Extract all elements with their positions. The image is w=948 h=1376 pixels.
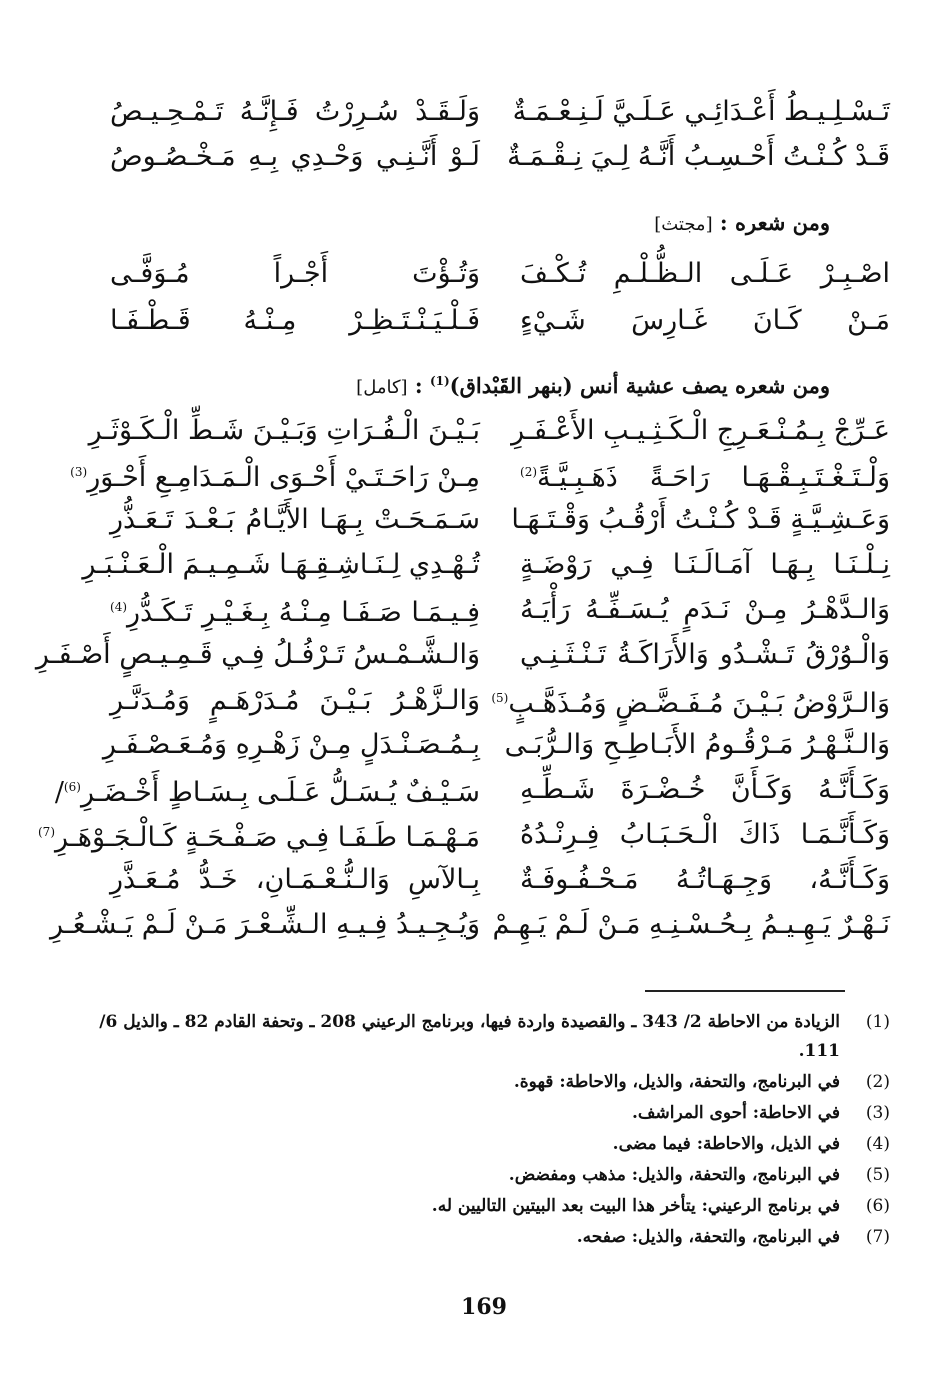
verse-first-hemistich: [491, 674, 890, 728]
hemistich-text: وَيُـجِـيـدُ فِـيـهِ الـشِّـعْـرَ مَـنْ لَـمْ يَـشْـعُـرِ: [49, 909, 480, 940]
verse-line: [35, 631, 890, 679]
hemistich-text: وَلْـتَـغْـتَـبِـقْـهَـا رَاحَـةً ذَهَـبِـيَّـةً: [537, 462, 890, 493]
verse-first-hemistich: [520, 856, 890, 904]
hemistich-text: وَالـدَّهْـرُ مِـنْ نَـدَمٍ يُـسَـفِّـهُ رَأْيَـهُ: [520, 594, 890, 625]
footnote-number: (4): [865, 1134, 890, 1154]
intro-text: ومن شعره يصف عشية أنس (بنهر القَبْداق): [449, 373, 830, 398]
verse-first-hemistich: قَـدْ كُـنْـتُ أَحْـسِـبُ أَنَّـهُ لِـيَ نِـقْـمَـةٌ: [507, 141, 890, 172]
footnote-text: في البرنامج، والتحفة، والذيل، والاحاطة: قهوة.: [513, 1072, 840, 1092]
hemistich-text: بِـمُـصَـنْـدَلٍ مِـنْ زَهْـرِهِ وَمُـعَـصْـفَـرِ: [102, 729, 480, 760]
hemistich-text: مِـنْ رَاحَـتَـيْ أَحْـوَى الْـمَـدَامِـعِ أَحْـوَرِ: [87, 462, 480, 493]
verse-second-hemistich: فَـلْـيَـنْـتَـظِـرْ مِـنْـهُ قَـطْـفَـا: [110, 305, 480, 336]
intro-colon: :: [414, 373, 430, 398]
hemistich-text: بَـيْـنَ الْـفُـرَاتِ وَبَـيْـنَ شَـطِّ الْـكَـوْثَـرِ: [88, 415, 480, 446]
verse-line: [49, 901, 890, 949]
footnote-item: [90, 1068, 890, 1097]
verse-line: [82, 541, 890, 589]
footnote-item: [90, 1130, 890, 1159]
footnote-text: في الذيل، والاحاطة: فيما مضى.: [612, 1134, 840, 1154]
poem-intro: [356, 364, 830, 405]
verse-second-hemistich: [70, 448, 480, 502]
footnote-number: (1): [865, 1012, 890, 1032]
footnote-ref: (7): [37, 825, 55, 839]
verse-first-hemistich: [520, 586, 890, 634]
verse-line: [110, 586, 890, 634]
hemistich-text: سَـيْـفٌ يُـسَـلُّ عَـلَـى بِـسَـاطٍ أَخْـضَـرِ: [80, 777, 480, 808]
verse-second-hemistich: [110, 856, 480, 904]
verse-second-hemistich: [82, 541, 480, 589]
verse-line: [110, 88, 890, 136]
verse-second-hemistich: [35, 631, 480, 679]
footnote-text: في البرنامج، والتحفة، والذيل: صفحه.: [576, 1227, 840, 1247]
hemistich-text: عَـرِّجْ بِـمُـنْـعَـرِجِ الْـكَـثِـيـبِ الأَعْـفَـرِ: [511, 415, 890, 446]
footnote-item: [90, 1223, 890, 1252]
footnote-ref: (5): [491, 691, 509, 705]
hemistich-text: نِـلْـنَـا بِـهَـا آمَـالَـنَـا فِـي رَوْضَـةٍ: [520, 549, 890, 580]
verse-first-hemistich: [492, 901, 890, 949]
hemistich-text: وَالـرَّوْضُ بَـيْـنَ مُـفَـضَّـضٍ وَمُـذَهَّـبٍ: [508, 688, 890, 719]
verse-line: [102, 721, 890, 769]
verse-first-hemistich: [520, 631, 890, 679]
verse-line: [110, 297, 890, 345]
verse-first-hemistich: مَـنْ كَـانَ غَـارِسَ شَـيْءٍ: [520, 305, 890, 336]
verse-first-hemistich: [520, 541, 890, 589]
verse-first-hemistich: [511, 496, 890, 544]
verse-second-hemistich: [49, 901, 480, 949]
footnote-item: [90, 1099, 890, 1128]
verse-line: [54, 766, 890, 814]
verse-line: [110, 250, 890, 298]
verse-second-hemistich: [110, 583, 480, 637]
footnote-item: [90, 1008, 890, 1066]
hemistich-text: تُـهْـدِي لِـنَـاشِـقِـهَـا شَـمِـيـمَ الْـعَـنْـبَـرِ: [82, 549, 480, 580]
verse-line: [110, 133, 890, 181]
verse-second-hemistich: [102, 721, 480, 769]
hemistich-text: وَكَـأَنَّـمَـا ذَاكَ الْـحَـبَـابُ فِـرِنْـدُهُ: [520, 819, 890, 850]
verse-first-hemistich: اصْـبِـرْ عَـلَـى الـظُّـلْـمِ تُـكْـفَ: [520, 258, 890, 289]
verse-line: [110, 496, 890, 544]
verse-line: [37, 811, 890, 859]
hemistich-text: وَالـزَّهْـرُ بَـيْـنَ مُـدَرْهَـمٍ وَمُـدَنَّـرِ: [110, 685, 480, 716]
footnote-text: في البرنامج، والتحفة، والذيل: مذهب ومفضض.: [508, 1165, 840, 1185]
footnote-number: (3): [865, 1103, 890, 1123]
hemistich-text: وَكَـأَنَّـهُ وَكَـأَنَّ خُـضْـرَةَ شَـطِّـهِ: [520, 774, 890, 805]
footnote-number: (5): [865, 1165, 890, 1185]
verse-second-hemistich: [110, 496, 480, 544]
footnote-ref: (1): [429, 374, 450, 388]
footnote-number: (7): [865, 1227, 890, 1247]
verse-first-hemistich: تَـسْـلِـيـطُ أَعْـدَائِـي عَـلَـيَّ لَـنِـعْـمَـةٌ: [512, 96, 890, 127]
footnote-ref: (3): [70, 465, 88, 479]
verse-first-hemistich: [520, 448, 890, 502]
footnote-ref: (2): [520, 465, 538, 479]
footnote-number: (6): [865, 1196, 890, 1216]
verse-second-hemistich: [110, 677, 480, 725]
line-suffix: /: [54, 777, 64, 808]
hemistich-text: بِـالآسِ وَالـنُّـعْـمَـانِ، خَـدُّ مُـعَـذَّرِ: [110, 864, 480, 895]
verse-first-hemistich: [504, 721, 890, 769]
verse-first-hemistich: [520, 811, 890, 859]
footnote-text: في الاحاطة: أحوى المراشف.: [632, 1103, 840, 1123]
hemistich-text: وَالْـوُرْقُ تَـشْـدُو وَالأَرَاكَـةُ تَـنْـثَـنِـي: [520, 639, 890, 670]
hemistich-text: سَـمَـحَـتْ بِـهَـا الأَيَّـامُ بَـعْـدَ تَـعَـذُّرِ: [110, 504, 480, 535]
verse-first-hemistich: [520, 766, 890, 814]
verse-second-hemistich: وَتُـؤْتَ أَجْـراً مُـوَفَّـى: [110, 258, 480, 289]
verse-second-hemistich: وَلَـقَـدْ سُـرِرْتُ فَـإِنَّـهُ تَـمْـحِـيـصُ: [110, 96, 480, 127]
footnote-separator: [645, 990, 845, 992]
hemistich-text: فِـيـمَـا صَـفَـا مِـنْـهُ بِـغَـيْـرِ تَـكَـدُّرِ: [127, 597, 480, 628]
meter-label: [مجتث]: [654, 214, 713, 235]
hemistich-text: نَـهْـرٌ يَـهِـيـمُ بِـحُـسْـنِـهِ مَـنْ لَـمْ يَـهِـمْ: [492, 909, 890, 940]
footnote-text: الزيادة من الاحاطة 2/ 343 ـ والقصيدة واردة فيها، وبرنامج الرعيني 208 ـ وتحفة القادم 82 ـ والذيل 6/ 111.: [99, 1012, 840, 1061]
footnote-text: في برنامج الرعيني: يتأخر هذا البيت بعد البيتين التاليين له.: [431, 1196, 840, 1216]
footnote-ref: (4): [110, 600, 128, 614]
hemistich-text: وَالـنَّـهْـرُ مَـرْقُـومُ الأَبَـاطِـحِ وَالـرُّبَـى: [504, 729, 890, 760]
verse-second-hemistich: لَـوْ أَنَّـنِـي وَحْـدِي بِـهِ مَـخْـصُـوصُ: [110, 141, 480, 172]
footnote-number: (2): [865, 1072, 890, 1092]
verse-line: [110, 677, 890, 725]
verse-line: [110, 856, 890, 904]
footnote-item: [90, 1192, 890, 1221]
page-number: 169: [461, 1294, 507, 1320]
meter-label: [كامل]: [356, 377, 408, 398]
verse-line: [70, 451, 890, 499]
footnote-item: [90, 1161, 890, 1190]
poem-intro: [654, 206, 830, 242]
footnote-ref: (6): [63, 780, 81, 794]
hemistich-text: وَكَـأَنَّـهُ، وَجِـهَـاتُـهُ مَـحْـفُـوفَـةٌ: [520, 864, 890, 895]
hemistich-text: وَعَـشِـيَّـةٍ قَـدْ كُـنْـتُ أَرْقُـبُ وَقْـتَـهَـا: [511, 504, 890, 535]
verse-second-hemistich: [37, 808, 480, 862]
intro-text: ومن شعره :: [719, 210, 830, 235]
hemistich-text: مَـهْـمَـا طَـفَـا فِـي صَـفْـحَـةٍ كَـالْـجَـوْهَـرِ: [55, 822, 480, 853]
hemistich-text: وَالـشَّـمْـسُ تَـرْفُـلُ فِـي قَـمِـيـصٍ أَصْـفَـرِ: [35, 639, 480, 670]
